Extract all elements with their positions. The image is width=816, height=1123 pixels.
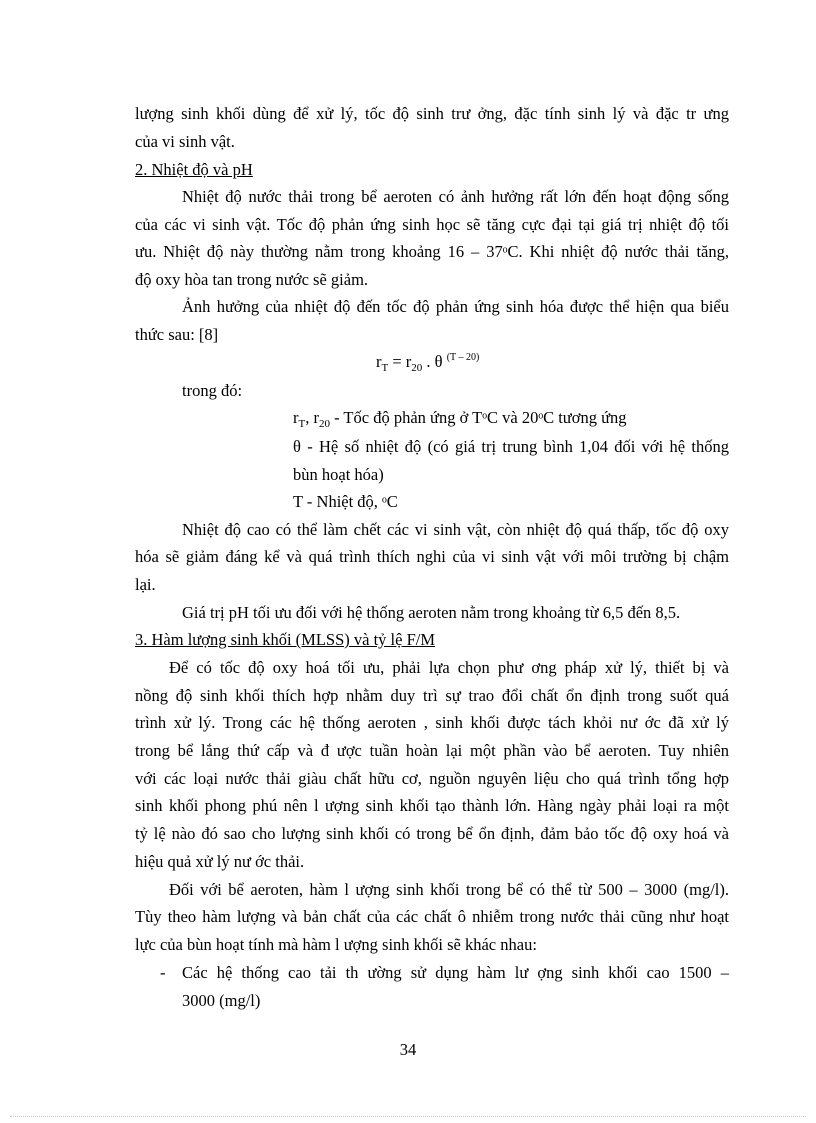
paragraph-line: lại. xyxy=(135,575,156,594)
section-heading: 3. Hàm lượng sinh khối (MLSS) và tỷ lệ F/M xyxy=(135,630,436,649)
paragraph-line: sinh khối phong phú nên l ượng sinh khối tạo thành lớn. Hàng ngày phải loại ra một xyxy=(135,796,729,815)
paragraph-line: lượng sinh khối dùng để xử lý, tốc độ sinh trư ởng, đặc tính sinh lý và đặc tr ưng xyxy=(135,104,729,123)
page-number: 34 xyxy=(399,1040,417,1059)
symbol-r20: , r xyxy=(305,408,319,427)
paragraph-line: Giá trị pH tối ưu đối với hệ thống aeroten nằm trong khoảng từ 6,5 đến 8,5. xyxy=(182,603,681,622)
definition-line xyxy=(293,408,729,430)
bullet-line: 3000 (mg/l) xyxy=(182,991,261,1010)
formula-exponent: (T – 20) xyxy=(446,352,480,363)
paragraph-line: Đối với bể aeroten, hàm l ượng sinh khối trong bể có thể từ 500 – 3000 (mg/l). xyxy=(169,880,729,899)
rate-formula xyxy=(376,352,479,375)
bullet-line: Các hệ thống cao tải th ường sử dụng hàm lư ợng sinh khối cao 1500 – xyxy=(182,963,729,982)
paragraph-line: lực của bùn hoạt tính mà hàm l ượng sinh khối sẽ khác nhau: xyxy=(135,935,537,954)
paragraph-line: nồng độ sinh khối thích hợp nhằm duy trì sự trao đổi chất ổn định trong suốt quá xyxy=(135,686,729,705)
paragraph-line: ưu. Nhiệt độ này thường nằm trong khoảng 16 – 37ᵒC. Khi nhiệt độ nước thải tăng, xyxy=(135,242,729,261)
paragraph-line: trong bể lắng thứ cấp và đ ược tuần hoàn lại một phần vào bể aeroten. Tuy nhiên xyxy=(135,741,729,760)
paragraph-line: với các loại nước thải giàu chất hữu cơ, nguồn nguyên liệu cho quá trình tổng hợp xyxy=(135,769,729,788)
paragraph-line: hóa sẽ giảm đáng kể và quá trình thích nghi của vi sinh vật với môi trường bị chậm xyxy=(135,547,729,566)
definition-line: bùn hoạt hóa) xyxy=(293,465,384,484)
symbol-sub: T xyxy=(298,418,306,430)
paragraph-line: độ oxy hòa tan trong nước sẽ giảm. xyxy=(135,270,369,289)
formula-mid: . θ xyxy=(422,352,447,371)
paragraph-line: Ảnh hưởng của nhiệt độ đến tốc độ phản ứng sinh hóa được thể hiện qua biểu xyxy=(182,297,729,316)
formula-eq: = r xyxy=(388,352,412,371)
page-bottom-border xyxy=(10,1116,806,1117)
formula-lhs: r xyxy=(376,352,382,371)
symbol-sub: 20 xyxy=(318,418,330,430)
paragraph-line: của vi sinh vật. xyxy=(135,132,235,151)
paragraph-line: Nhiệt độ cao có thể làm chết các vi sinh vật, còn nhiệt độ quá thấp, tốc độ oxy xyxy=(182,520,729,539)
section-heading: 2. Nhiệt độ và pH xyxy=(135,160,253,179)
bullet-dash: - xyxy=(160,963,166,982)
formula-rhs-sub: 20 xyxy=(411,362,423,374)
paragraph-line: của các vi sinh vật. Tốc độ phản ứng sinh học sẽ tăng cực đại tại giá trị nhiệt độ tối xyxy=(135,215,729,234)
paragraph-line: trình xử lý. Trong các hệ thống aeroten , sinh khối được tách khỏi nư ớc đã xử lý xyxy=(135,713,729,732)
paragraph-line: Tùy theo hàm lượng và bản chất của các chất ô nhiễm trong nước thải cũng như hoạt xyxy=(135,907,729,926)
definition-text: - Tốc độ phản ứng ở TᵒC và 20ᵒC tương ứng xyxy=(334,408,627,427)
paragraph-line: tỷ lệ nào đó sao cho lượng sinh khối có trong bể ổn định, đảm bảo tốc độ oxy hoá và xyxy=(135,824,729,843)
definition-line: θ - Hệ số nhiệt độ (có giá trị trung bình 1,04 đối với hệ thống xyxy=(293,437,729,456)
paragraph-line: hiệu quả xử lý nư ớc thải. xyxy=(135,852,305,871)
paragraph-line: trong đó: xyxy=(182,381,243,400)
paragraph-line: Nhiệt độ nước thải trong bể aeroten có ảnh hưởng rất lớn đến hoạt động sống xyxy=(182,187,729,206)
paragraph-line: thức sau: [8] xyxy=(135,325,219,344)
definition-line: T - Nhiệt độ, ᵒC xyxy=(293,492,398,511)
paragraph-line: Để có tốc độ oxy hoá tối ưu, phải lựa chọn phư ơng pháp xử lý, thiết bị và xyxy=(169,658,729,677)
formula-lhs-sub: T xyxy=(381,362,389,374)
symbol-r: r xyxy=(293,408,299,427)
